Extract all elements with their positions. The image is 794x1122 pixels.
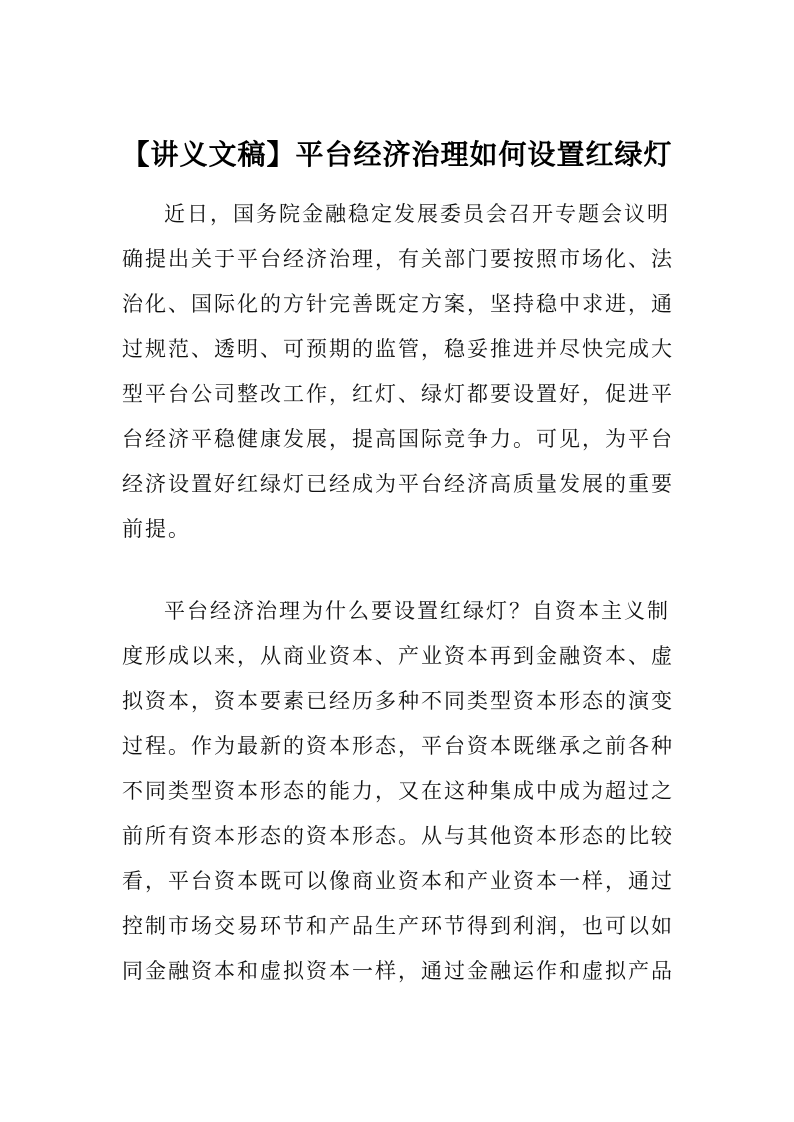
document-title: 【讲义文稿】平台经济治理如何设置红绿灯: [121, 138, 673, 171]
body-paragraph-2: 平台经济治理为什么要设置红绿灯？自资本主义制度形成以来，从商业资本、产业资本再到金融资本、虚拟资本，资本要素已经历多种不同类型资本形态的演变过程。作为最新的资本形态，平台资本既继承之前各种不同类型资本形态的能力，又在这种集成中成为超过之前所有资本形态的资本形态。从与其他资本形态的比较看，平台资本既可以像商业资本和产业资本一样，通过控制市场交易环节和产品生产环节得到利润，也可以如同金融资本和虚拟资本一样，通过金融运作和虚拟产品: [122, 599, 674, 983]
body-paragraph-1: 近日，国务院金融稳定发展委员会召开专题会议明确提出关于平台经济治理，有关部门要按照市场化、法治化、国际化的方针完善既定方案，坚持稳中求进，通过规范、透明、可预期的监管，稳妥推进并尽快完成大型平台公司整改工作，红灯、绿灯都要设置好，促进平台经济平稳健康发展，提高国际竞争力。可见，为平台经济设置好红绿灯已经成为平台经济高质量发展的重要前提。: [122, 202, 674, 541]
